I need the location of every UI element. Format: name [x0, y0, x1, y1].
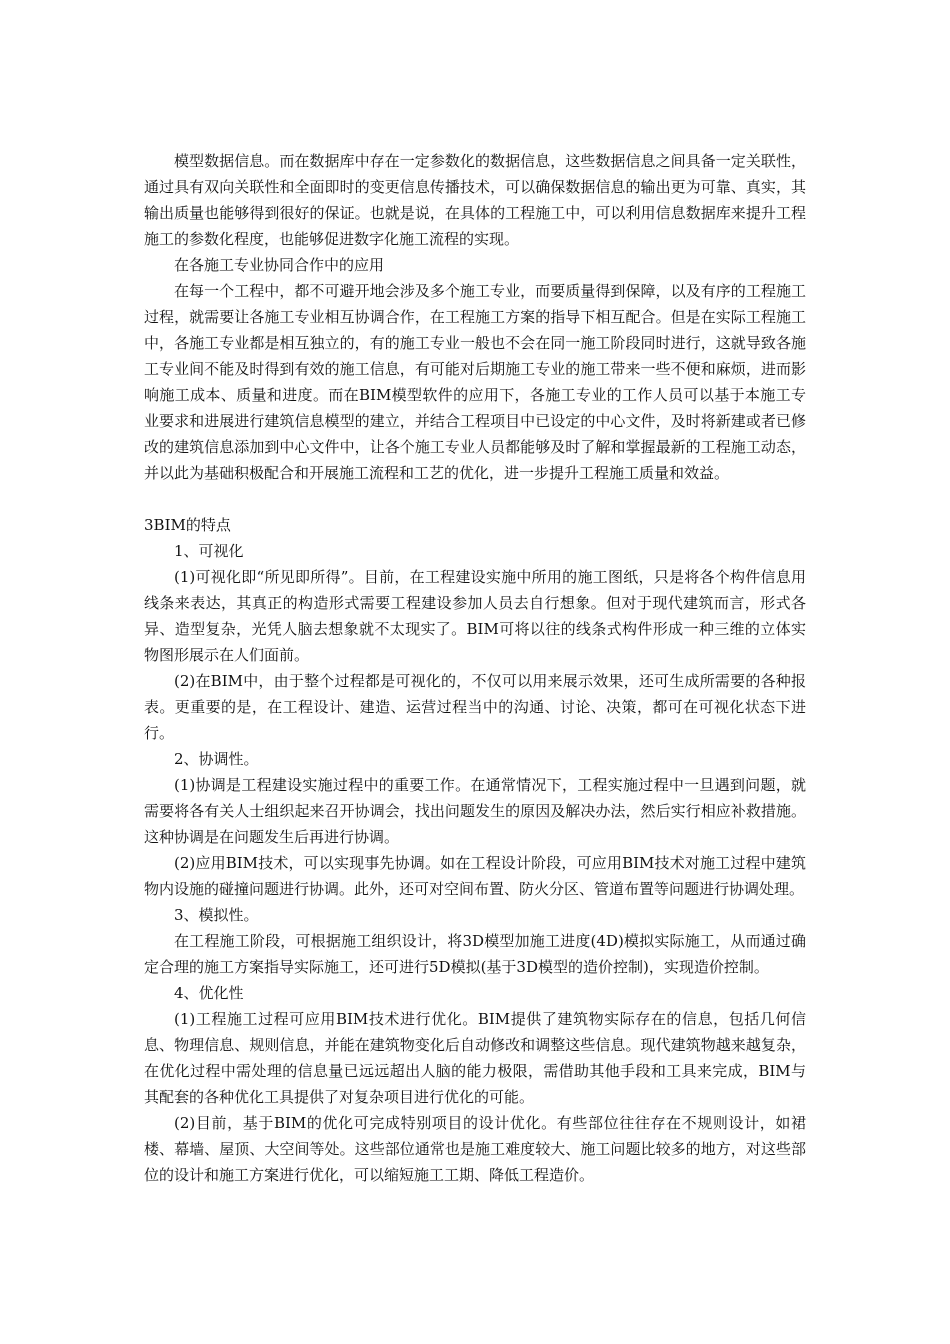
heading-collaboration: 在各施工专业协同合作中的应用 — [174, 256, 385, 274]
document-page — [144, 148, 806, 1188]
blank-line — [144, 486, 806, 512]
subheading-optimization: 4、优化性 — [174, 984, 244, 1002]
paragraph-coordination-1: (1)协调是工程建设实施过程中的重要工作。在通常情况下，工程实施过程中一旦遇到问题，就需要将各有关人士组织起来召开协调会，找出问题发生的原因及解决办法，然后实行相应补救措施。这种协调是在问题发生后再进行协调。 — [144, 776, 806, 846]
paragraph-coordination-2: (2)应用BIM技术，可以实现事先协调。如在工程设计阶段，可应用BIM技术对施工过程中建筑物内设施的碰撞问题进行协调。此外，还可对空间布置、防火分区、管道布置等问题进行协调处理。 — [144, 854, 806, 898]
paragraph-optimization-1: (1)工程施工过程可应用BIM技术进行优化。BIM提供了建筑物实际存在的信息，包括几何信息、物理信息、规则信息，并能在建筑物变化后自动修改和调整这些信息。现代建筑物越来越复杂，在优化过程中需处理的信息量已远远超出人脑的能力极限，需借助其他手段和工具来完成，BIM与其配套的各种优化工具提供了对复杂项目进行优化的可能。 — [144, 1010, 806, 1106]
section-heading-bim-features: 3BIM的特点 — [144, 516, 231, 534]
paragraph-optimization-2: (2)目前，基于BIM的优化可完成特别项目的设计优化。有些部位往往存在不规则设计，如裙楼、幕墙、屋顶、大空间等处。这些部位通常也是施工难度较大、施工问题比较多的地方，对这些部位的设计和施工方案进行优化，可以缩短施工工期、降低工程造价。 — [144, 1114, 806, 1184]
paragraph-model-data: 模型数据信息。而在数据库中存在一定参数化的数据信息，这些数据信息之间具备一定关联性，通过具有双向关联性和全面即时的变更信息传播技术，可以确保数据信息的输出更为可靠、真实，其输出质量也能够得到很好的保证。也就是说，在具体的工程施工中，可以利用信息数据库来提升工程施工的参数化程度，也能够促进数字化施工流程的实现。 — [144, 152, 806, 248]
paragraph-visualization-1: (1)可视化即“所见即所得”。目前，在工程建设实施中所用的施工图纸，只是将各个构件信息用线条来表达，其真正的构造形式需要工程建设参加人员去自行想象。但对于现代建筑而言，形式各异、造型复杂，光凭人脑去想象就不太现实了。BIM可将以往的线条式构件形成一种三维的立体实物图形展示在人们面前。 — [144, 568, 806, 664]
subheading-visualization: 1、可视化 — [174, 542, 244, 560]
paragraph-simulation: 在工程施工阶段，可根据施工组织设计，将3D模型加施工进度(4D)模拟实际施工，从而通过确定合理的施工方案指导实际施工，还可进行5D模拟(基于3D模型的造价控制)，实现造价控制。 — [144, 932, 806, 976]
paragraph-visualization-2: (2)在BIM中，由于整个过程都是可视化的，不仅可以用来展示效果，还可生成所需要的各种报表。更重要的是，在工程设计、建造、运营过程当中的沟通、讨论、决策，都可在可视化状态下进行。 — [144, 672, 806, 742]
subheading-simulation: 3、模拟性。 — [174, 906, 259, 924]
paragraph-collaboration: 在每一个工程中，都不可避开地会涉及多个施工专业，而要质量得到保障，以及有序的工程施工过程，就需要让各施工专业相互协调合作，在工程施工方案的指导下相互配合。但是在实际工程施工中，各施工专业都是相互独立的，有的施工专业一般也不会在同一施工阶段同时进行，这就导致各施工专业间不能及时得到有效的施工信息，有可能对后期施工专业的施工带来一些不便和麻烦，进而影响施工成本、质量和进度。而在BIM模型软件的应用下，各施工专业的工作人员可以基于本施工专业要求和进展进行建筑信息模型的建立，并结合工程项目中已设定的中心文件，及时将新建或者已修改的建筑信息添加到中心文件中，让各个施工专业人员都能够及时了解和掌握最新的工程施工动态，并以此为基础积极配合和开展施工流程和工艺的优化，进一步提升工程施工质量和效益。 — [144, 282, 806, 482]
subheading-coordination: 2、协调性。 — [174, 750, 259, 768]
